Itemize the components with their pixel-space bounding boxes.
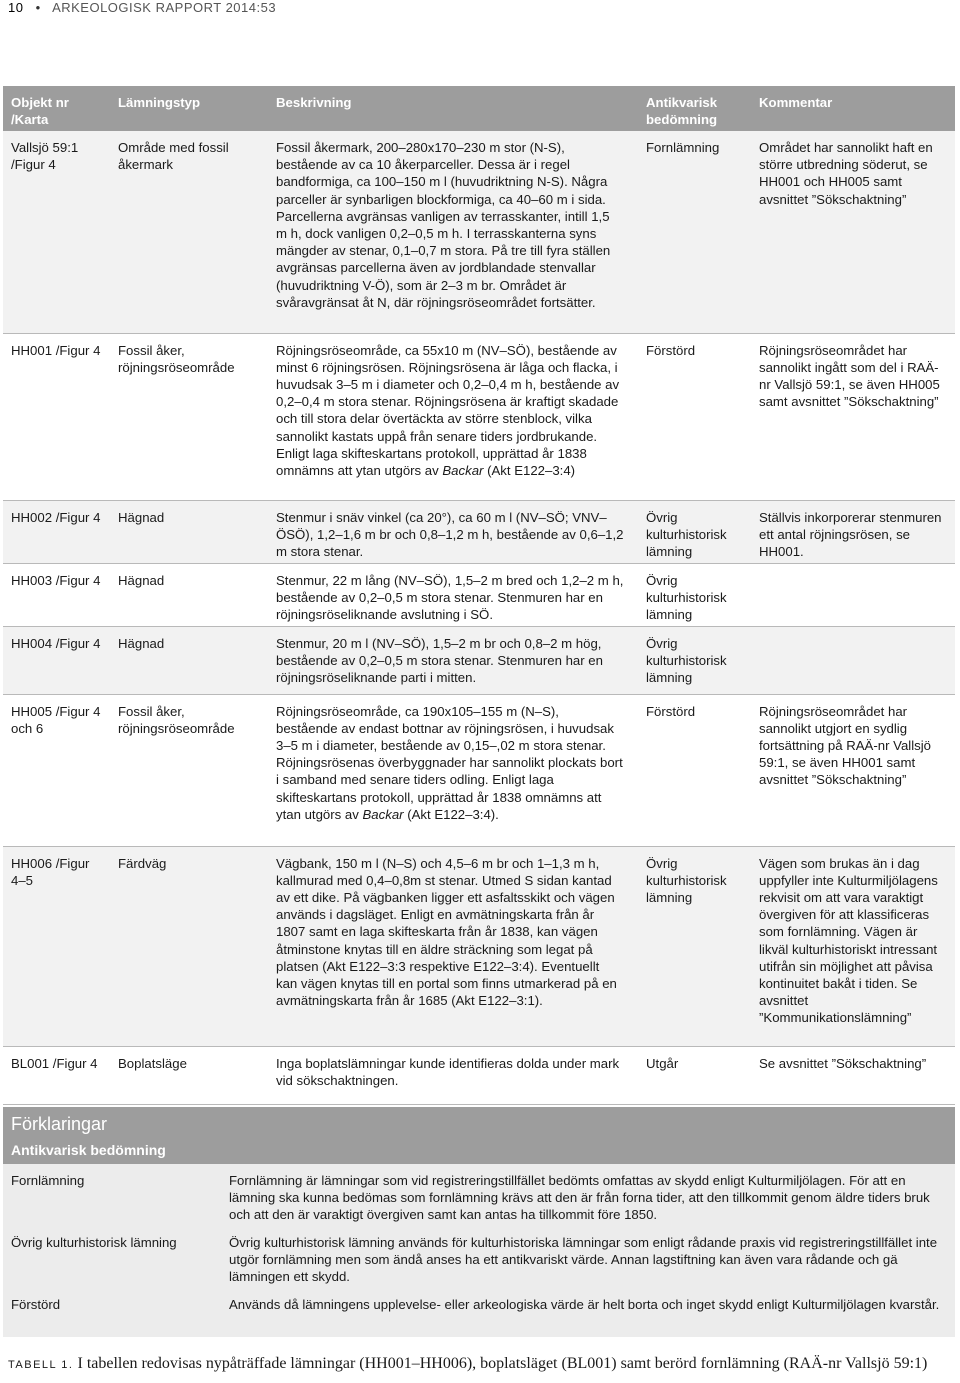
cell-bedomning: Utgår xyxy=(638,1046,751,1104)
cell-kommentar: Ställvis inkorporerar stenmuren ett antal röjningsrösen, se HH001. xyxy=(751,500,955,563)
legend-item xyxy=(3,1288,955,1313)
cell-objekt: HH003 /Figur 4 xyxy=(3,563,110,626)
legend-header xyxy=(3,1107,955,1164)
bullet-separator: • xyxy=(35,0,41,15)
legend-subtitle: Antikvarisk bedömning xyxy=(11,1142,166,1158)
cell-bedomning: Övrig kulturhistorisk lämning xyxy=(638,626,751,694)
cell-kommentar xyxy=(751,626,955,694)
caption-text: I tabellen redovisas nypåträffade lämningar (HH001‒HH006), boplatsläget (BL001) samt berörd fornlämning (RAÄ-nr Vallsjö 59:1) xyxy=(77,1355,928,1372)
findings-table xyxy=(3,86,955,1105)
legend-item xyxy=(3,1226,955,1288)
beskrivning-text: Röjningsröseområde, ca 55x10 m (NV‒SÖ), bestående av minst 6 röjningsrösen. Röjningsrösena är låga och flacka, i huvudsak 3‒5 m i diameter och 0,2‒0,4 m h, bestående av 0,2‒0,4 m stora stenar. Röjningsrösena är kraftigt skadade och till stora delar övertäckta av större stenblock, vilka sannolikt kastats uppå från senare tiders jordbrukande. Enligt laga skifteskartans protokoll, upprättad år 1838 omnämns att ytan utgörs av xyxy=(276,342,620,478)
cell-typ: Hägnad xyxy=(110,500,268,563)
table-header-row xyxy=(3,86,955,131)
cell-bedomning: Förstörd xyxy=(638,694,751,846)
cell-objekt: HH001 /Figur 4 xyxy=(3,333,110,500)
legend-term: Förstörd xyxy=(11,1297,61,1312)
table-row xyxy=(3,131,955,333)
beskrivning-end: (Akt E122‒3:4). xyxy=(403,806,499,822)
cell-bedomning: Övrig kulturhistorisk lämning xyxy=(638,846,751,1046)
legend-definition: Övrig kulturhistorisk lämning används för kulturhistoriska lämningar som enligt rådande praxis vid registreringstillfället inte utgör fornlämning men som ändå anses ha ett antikvariskt värde. Annan lagstiftning kan även vara rådande och gä lämningen ett skydd. xyxy=(229,1235,938,1285)
cell-beskrivning: Fossil åkermark, 200‒280x170‒230 m stor (N-S), bestående av ca 10 åkerparceller. Dessa är i regel bandformiga, ca 100‒150 m l (huvudriktning N-S). Några parceller är synbarligen blockformiga, ca 40‒60 m i sida. Parcellerna avgränsas vanligen av terrasskanter, intill 1,5 m h, dock vanligen 0,2‒0,5 m h. I terrasskanterna syns mängder av stenar, 0,1‒0,7 m stora. På tre till fyra ställen avgränsas parcellerna även av jordblandade stenvallar (huvudriktning V-Ö), som är 2‒3 m br. Området är svåravgränsat åt N, där röjningsröseområdet fortsätter. xyxy=(268,131,638,333)
legend-definition: Används då lämningens upplevelse- eller arkeologiska värde är helt borta och inget skydd enligt Kulturmiljölagen kvarstår. xyxy=(229,1297,940,1312)
beskrivning-end: (Akt E122‒3:4) xyxy=(483,462,576,478)
cell-objekt: HH002 /Figur 4 xyxy=(3,500,110,563)
table-caption xyxy=(8,1355,956,1373)
cell-typ: Boplatsläge xyxy=(110,1046,268,1104)
cell-beskrivning: Stenmur, 20 m l (NV‒SÖ), 1,5‒2 m br och 0,8‒2 m hög, bestående av 0,2‒0,5 m stora stenar. Stenmuren har en röjningsröseliknande parti i mitten. xyxy=(268,626,638,694)
cell-bedomning: Övrig kulturhistorisk lämning xyxy=(638,563,751,626)
table-row xyxy=(3,1046,955,1104)
legend-definition: Fornlämning är lämningar som vid registreringstillfället bedömts omfattas av skydd enligt Kulturmiljölagen. För att en lämning ska kunna bedömas som fornlämning krävs att den är från forna tider, att den tillkommit genom äldre tiders bruk och att den är varaktigt övergiven samt kan antas ha tillkommit före 1850. xyxy=(229,1173,930,1223)
cell-beskrivning: Inga boplatslämningar kunde identifieras dolda under mark vid sökschaktningen. xyxy=(268,1046,638,1104)
table-row xyxy=(3,626,955,694)
cell-kommentar: Röjningsröseområdet har sannolikt utgjort en sydlig fortsättning på RAÄ-nr Vallsjö 59:1, se även HH001 samt avsnittet ”Sökschaktning” xyxy=(751,694,955,846)
running-head xyxy=(8,0,276,18)
table-row xyxy=(3,694,955,846)
legend-title: Förklaringar xyxy=(11,1114,108,1134)
cell-beskrivning: Stenmur i snäv vinkel (ca 20°), ca 60 m l (NV‒SÖ; VNV‒ÖSÖ), 1,2‒1,6 m br och 0,8‒1,2 m h, bestående av 0,6‒1,2 m stora stenar. xyxy=(268,500,638,563)
cell-beskrivning: Stenmur, 22 m lång (NV‒SÖ), 1,5‒2 m bred och 1,2‒2 m h, bestående av 0,2‒0,5 m stora stenar. Stenmuren har en röjningsröseliknande avslutning i SÖ. xyxy=(268,563,638,626)
cell-objekt: BL001 /Figur 4 xyxy=(3,1046,110,1104)
table-row xyxy=(3,333,955,500)
col-header-beskrivning: Beskrivning xyxy=(268,86,638,131)
beskrivning-italic: Backar xyxy=(362,806,404,822)
legend-box xyxy=(3,1107,955,1337)
cell-kommentar: Vägen som brukas än i dag uppfyller inte Kulturmiljölagens rekvisit om att vara varaktigt övergiven för att klassificeras som fornlämning. Vägen är likväl kulturhistoriskt intressant utifrån sin möjlighet att påvisa kontinuitet bakåt i tiden. Se avsnittet ”Kommunikationslämning” xyxy=(751,846,955,1046)
beskrivning-italic: Backar xyxy=(442,462,484,478)
cell-typ: Område med fossil åkermark xyxy=(110,131,268,333)
table-row xyxy=(3,846,955,1046)
report-title: ARKEOLOGISK RAPPORT 2014:53 xyxy=(52,0,277,15)
table-row xyxy=(3,563,955,626)
col-header-bedomning: Antikvarisk bedömning xyxy=(638,86,751,131)
cell-typ: Hägnad xyxy=(110,626,268,694)
cell-bedomning: Förstörd xyxy=(638,333,751,500)
cell-typ: Hägnad xyxy=(110,563,268,626)
col-header-kommentar: Kommentar xyxy=(751,86,955,131)
cell-kommentar xyxy=(751,563,955,626)
beskrivning-text: Röjningsröseområde, ca 190x105‒155 m (N‒S), bestående av endast bottnar av röjningsrösen, i huvudsak 3‒5 m i diameter, bestående av 0,15‒,02 m stora stenar. Röjningsrösenas överbyggnader har sannolikt plockats bort i samband med senare tiders odling. Enligt laga skifteskartans protokoll, upprättad år 1838 omnämns att ytan utgörs av xyxy=(276,703,623,822)
legend-term: Övrig kulturhistorisk lämning xyxy=(11,1235,177,1250)
col-header-objekt: Objekt nr /Karta xyxy=(3,86,110,131)
caption-label: TABELL 1. xyxy=(8,1359,74,1371)
cell-objekt: HH005 /Figur 4 och 6 xyxy=(3,694,110,846)
cell-bedomning: Övrig kulturhistorisk lämning xyxy=(638,500,751,563)
col-header-typ: Lämningstyp xyxy=(110,86,268,131)
cell-beskrivning xyxy=(268,694,638,846)
cell-typ: Färdväg xyxy=(110,846,268,1046)
cell-beskrivning: Vägbank, 150 m l (N‒S) och 4,5‒6 m br och 1‒1,3 m h, kallmurad med 0,4‒0,8m st stenar. Utmed S sidan kantad av ett dike. På vägbanken ligger ett asfaltsskikt och vägen används i dagsläget. Enligt en avmätningskarta från år 1807 samt en laga skifteskarta från år 1838, kan vägen åtminstone knytas till en äldre sträckning som legat på platsen (Akt E122‒3:3 respektive E122‒3:4). Eventuellt kan vägen knytas till en portal som finns utmarkerad på en avmätningskarta från år 1685 (Akt E122‒3:1). xyxy=(268,846,638,1046)
cell-objekt: HH006 /Figur 4‒5 xyxy=(3,846,110,1046)
cell-objekt: Vallsjö 59:1 /Figur 4 xyxy=(3,131,110,333)
cell-typ: Fossil åker, röjningsröseområde xyxy=(110,333,268,500)
page-number: 10 xyxy=(8,0,24,15)
cell-kommentar: Se avsnittet ”Sökschaktning” xyxy=(751,1046,955,1104)
cell-typ: Fossil åker, röjningsröseområde xyxy=(110,694,268,846)
legend-item xyxy=(3,1164,955,1226)
cell-bedomning: Fornlämning xyxy=(638,131,751,333)
cell-kommentar: Området har sannolikt haft en större utbredning söderut, se HH001 och HH005 samt avsnittet ”Sökschaktning” xyxy=(751,131,955,333)
table-row xyxy=(3,500,955,563)
cell-beskrivning xyxy=(268,333,638,500)
cell-objekt: HH004 /Figur 4 xyxy=(3,626,110,694)
legend-term: Fornlämning xyxy=(11,1173,85,1188)
cell-kommentar: Röjningsröseområdet har sannolikt ingått som del i RAÄ-nr Vallsjö 59:1, se även HH005 samt avsnittet ”Sökschaktning” xyxy=(751,333,955,500)
